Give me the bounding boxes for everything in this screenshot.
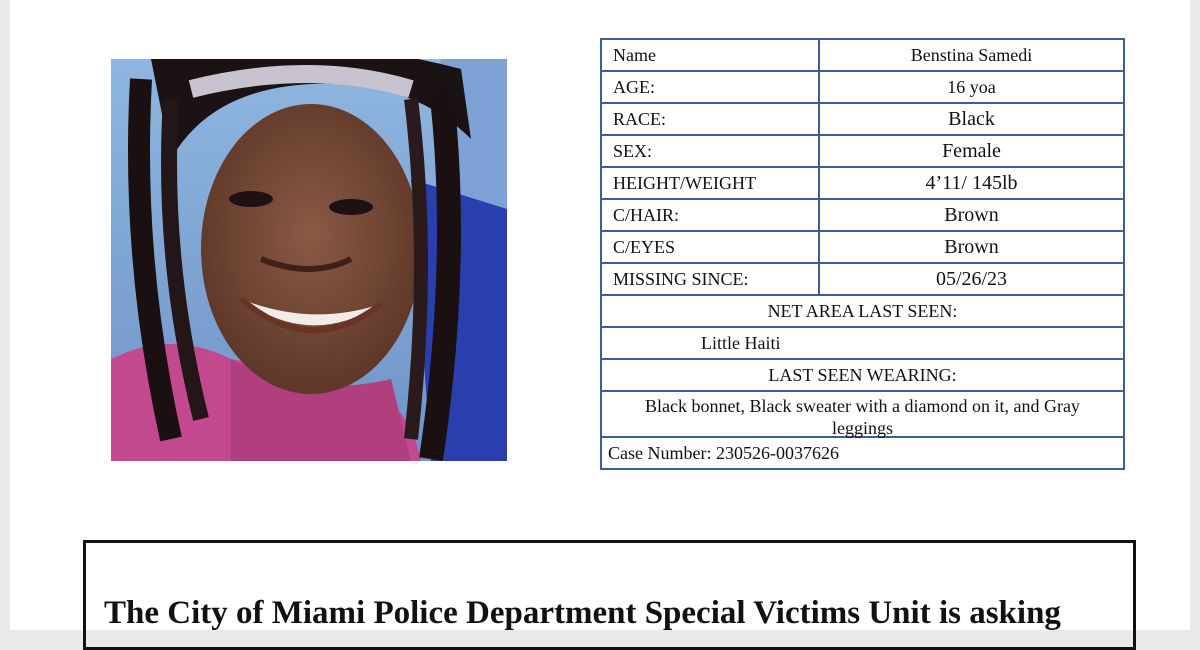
missing-person-details-table <box>600 38 1125 470</box>
portrait-image <box>111 59 507 461</box>
table-row <box>602 264 1123 296</box>
sex-value: Female <box>942 140 1001 162</box>
table-row <box>602 328 1123 360</box>
age-label: AGE: <box>602 72 820 102</box>
appeal-text: The City of Miami Police Department Special Victims Unit is asking <box>104 595 1061 631</box>
table-row <box>602 104 1123 136</box>
race-value: Black <box>948 108 995 130</box>
missing-person-photo <box>111 59 507 461</box>
race-label: RACE: <box>602 104 820 134</box>
table-row <box>602 168 1123 200</box>
table-row <box>602 40 1123 72</box>
height-weight-value: 4’11/ 145lb <box>925 172 1018 194</box>
case-number: Case Number: 230526-0037626 <box>608 443 839 463</box>
table-row <box>602 296 1123 328</box>
hair-color-label: C/HAIR: <box>602 200 820 230</box>
table-row <box>602 200 1123 232</box>
last-seen-wearing-value: Black bonnet, Black sweater with a diamond on it, and Gray leggings <box>645 396 1080 438</box>
age-value: 16 yoa <box>947 77 996 97</box>
table-row <box>602 72 1123 104</box>
table-row <box>602 392 1123 438</box>
height-weight-label: HEIGHT/WEIGHT <box>602 168 820 198</box>
hair-color-value: Brown <box>944 204 999 226</box>
flyer-page <box>10 0 1190 630</box>
appeal-box <box>83 540 1136 650</box>
table-row <box>602 438 1123 468</box>
sex-label: SEX: <box>602 136 820 166</box>
name-label: Name <box>602 40 820 70</box>
eye-color-label: C/EYES <box>602 232 820 262</box>
name-value: Benstina Samedi <box>910 45 1033 65</box>
table-row <box>602 136 1123 168</box>
eye-color-value: Brown <box>944 236 999 258</box>
area-last-seen-heading: NET AREA LAST SEEN: <box>767 301 958 321</box>
table-row <box>602 232 1123 264</box>
area-last-seen-value: Little Haiti <box>701 333 781 353</box>
missing-since-value: 05/26/23 <box>935 268 1008 290</box>
missing-since-label: MISSING SINCE: <box>602 264 820 294</box>
last-seen-wearing-heading: LAST SEEN WEARING: <box>768 365 957 385</box>
table-row <box>602 360 1123 392</box>
